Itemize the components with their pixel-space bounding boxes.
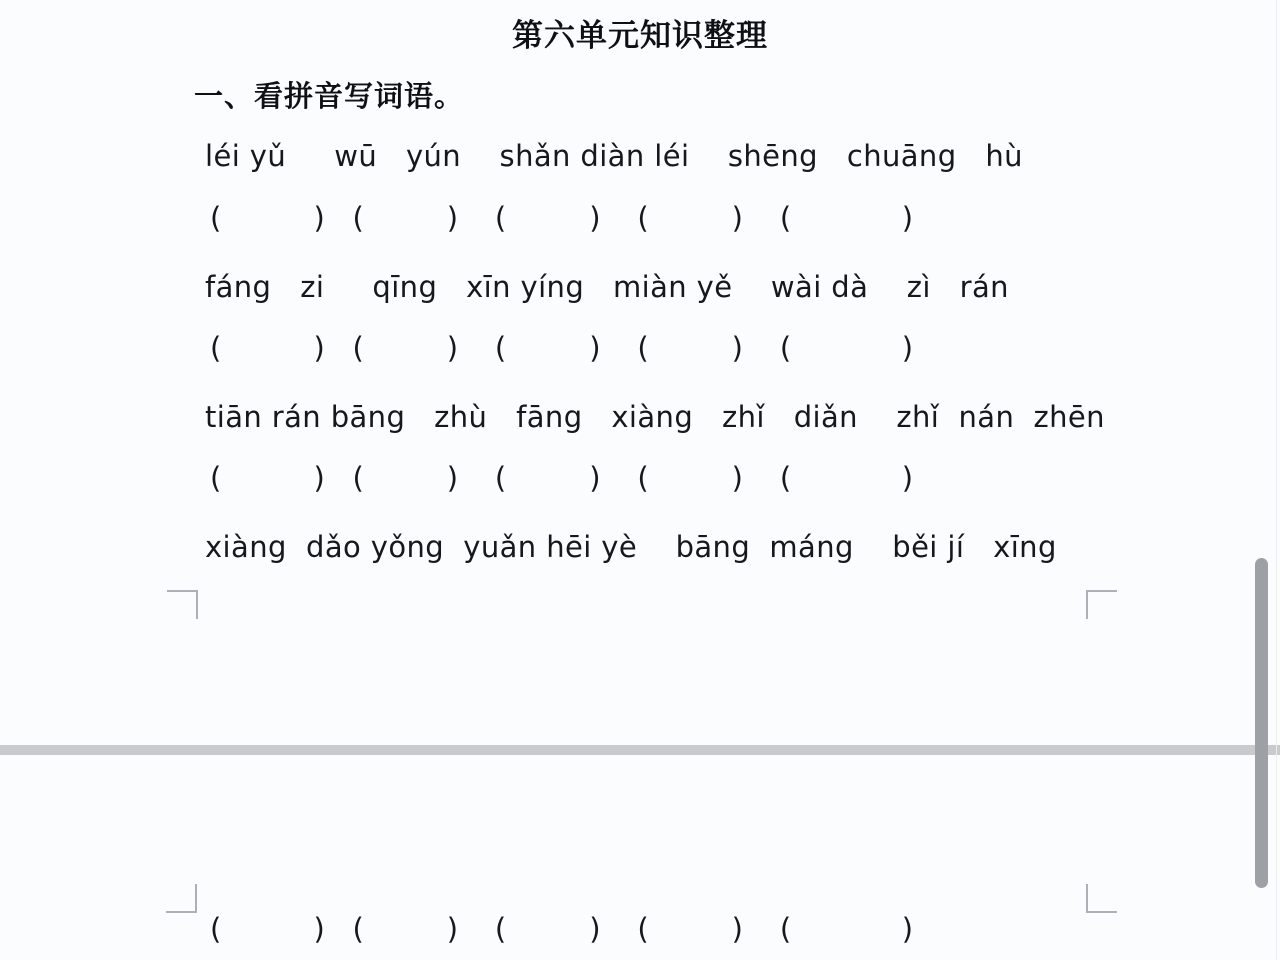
page-edge-line (1276, 0, 1277, 960)
scrollbar-thumb[interactable] (1255, 558, 1268, 888)
text-boundary-mark-bottom-right (1086, 590, 1117, 619)
answer-blanks-row-4: ( ) ( ) ( ) ( ) ( ) (210, 912, 914, 946)
pinyin-row-3: tiān rán bāng zhù fāng xiàng zhǐ diǎn zhǐ nán zhēn (205, 400, 1105, 434)
page-title: 第六单元知识整理 (512, 18, 768, 54)
answer-blanks-row-3: ( ) ( ) ( ) ( ) ( ) (210, 461, 914, 495)
pinyin-row-2: fáng zi qīng xīn yíng miàn yě wài dà zì rán (205, 270, 1009, 304)
text-boundary-mark-top-right (1086, 884, 1117, 913)
section-heading: 一、看拼音写词语。 (194, 79, 465, 113)
pinyin-row-1: léi yǔ wū yún shǎn diàn léi shēng chuāng hù (205, 139, 1023, 173)
text-boundary-mark-bottom-left (167, 590, 198, 619)
text-boundary-mark-top-left (166, 884, 197, 913)
page-2 (0, 755, 1280, 960)
page-break-gap (0, 745, 1280, 755)
pinyin-row-4: xiàng dǎo yǒng yuǎn hēi yè bāng máng běi jí xīng (205, 530, 1057, 564)
answer-blanks-row-1: ( ) ( ) ( ) ( ) ( ) (210, 201, 914, 235)
answer-blanks-row-2: ( ) ( ) ( ) ( ) ( ) (210, 331, 914, 365)
